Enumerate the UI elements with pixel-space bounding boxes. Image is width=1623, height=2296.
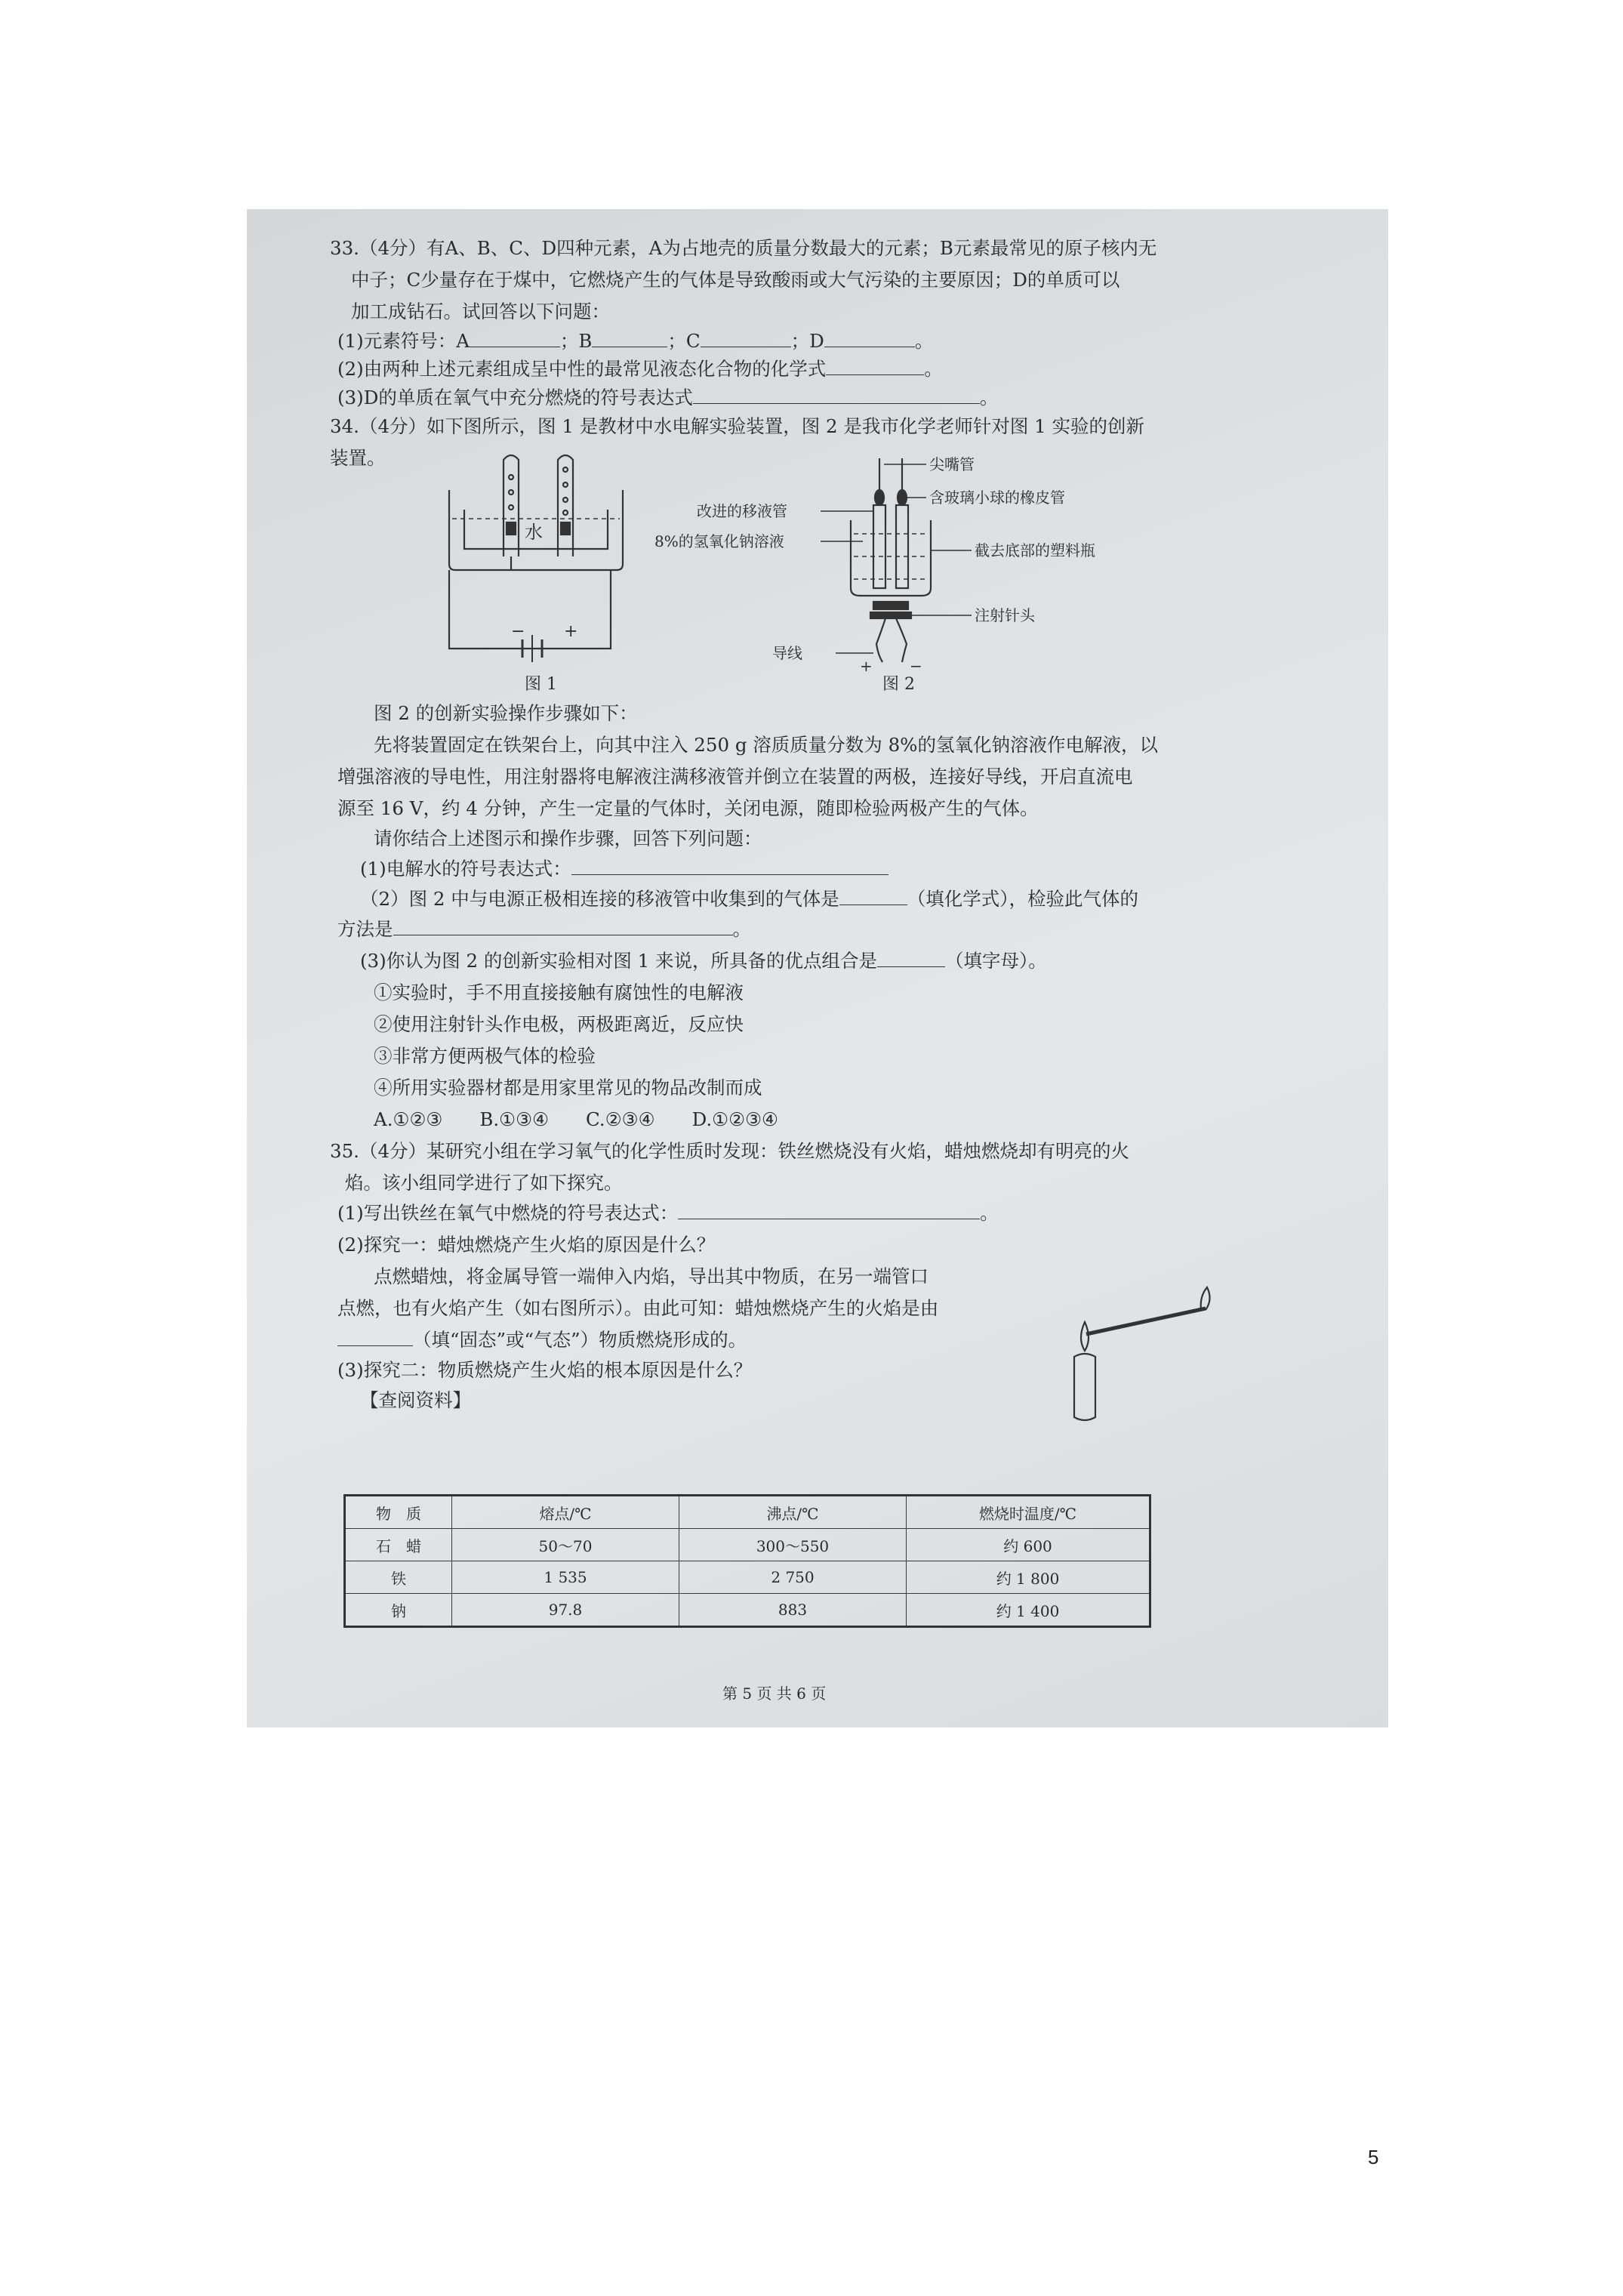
option-4: ④所用实验器材都是用家里常见的物品改制而成 bbox=[374, 1077, 762, 1099]
page-number: 5 bbox=[1368, 2146, 1379, 2168]
table-cell: 883 bbox=[679, 1594, 907, 1627]
reference-heading: 【查阅资料】 bbox=[360, 1389, 471, 1411]
q33-d-label: ；D bbox=[790, 330, 824, 352]
table-cell: 2 750 bbox=[679, 1561, 907, 1594]
q34-steps-title: 图 2 的创新实验操作步骤如下： bbox=[374, 702, 638, 724]
q35-part3: (3)探究二：物质燃烧产生火焰的根本原因是什么？ bbox=[337, 1359, 753, 1381]
q34-steps-line2: 增强溶液的导电性，用注射器将电解液注满移液管并倒立在装置的两极，连接好导线，开启直流电 bbox=[337, 766, 1133, 787]
label-wire: 导线 bbox=[772, 644, 802, 662]
label-nozzle-tube: 尖嘴管 bbox=[929, 455, 975, 473]
table-row bbox=[345, 1529, 1150, 1561]
q35-line1: 35.（4分）某研究小组在学习氧气的化学性质时发现：铁丝燃烧没有火焰，蜡烛燃烧却有明亮的火 bbox=[330, 1140, 1130, 1162]
header-burning-temp: 燃烧时温度/℃ bbox=[907, 1496, 1150, 1529]
q34-line1: 34.（4分）如下图所示，图 1 是教材中水电解实验装置，图 2 是我市化学老师针对图 1 实验的创新 bbox=[330, 415, 1145, 437]
q33-line2: 中子；C少量存在于煤中，它燃烧产生的气体是导致酸雨或大气污染的主要原因；D的单质可以 bbox=[351, 269, 1120, 291]
label-rubber-bulb: 含玻璃小球的橡皮管 bbox=[929, 488, 1065, 507]
table-cell: 约 600 bbox=[907, 1529, 1150, 1561]
q33-part2-text: (2)由两种上述元素组成呈中性的最常见液态化合物的化学式 bbox=[337, 358, 827, 380]
q35-line2: 焰。该小组同学进行了如下探究。 bbox=[345, 1172, 623, 1194]
table-row bbox=[345, 1594, 1150, 1627]
water-label: 水 bbox=[525, 522, 543, 543]
table-cell: 50～70 bbox=[452, 1529, 679, 1561]
page-footer: 第 5 页 共 6 页 bbox=[722, 1684, 827, 1703]
choices-line: A.①②③ B.①③④ C.②③④ D.①②③④ bbox=[374, 1108, 779, 1130]
period: 。 bbox=[914, 330, 934, 352]
fig2-plus-sign: + bbox=[860, 657, 873, 675]
q34-part3-text-b: （填字母）。 bbox=[945, 950, 1047, 972]
q34-part2-text-b: （填化学式），检验此气体的 bbox=[907, 888, 1138, 910]
q34-part3-text: (3)你认为图 2 的创新实验相对图 1 来说，所具备的优点组合是 bbox=[360, 950, 878, 972]
q34-steps-line1: 先将装置固定在铁架台上，向其中注入 250 g 溶质质量分数为 8%的氢氧化钠溶液作电解液，以 bbox=[374, 734, 1158, 756]
label-pipette: 改进的移液管 bbox=[697, 502, 787, 520]
q33-part1-label: (1)元素符号：A bbox=[337, 330, 470, 352]
fig1-plus-sign: + bbox=[564, 622, 578, 641]
q34-part2-method: 方法是 bbox=[337, 918, 393, 940]
q35-part2-line1: 点燃蜡烛，将金属导管一端伸入内焰，导出其中物质，在另一端管口 bbox=[374, 1265, 929, 1287]
q35-part2-text: （填“固态”或“气态”）物质燃烧形成的。 bbox=[413, 1329, 747, 1351]
figure1-caption: 图 1 bbox=[525, 675, 557, 694]
option-2: ②使用注射针头作电极，两极距离近，反应快 bbox=[374, 1013, 744, 1035]
fig1-minus-sign: − bbox=[511, 622, 525, 641]
header-substance: 物 质 bbox=[345, 1496, 452, 1529]
table-cell: 石 蜡 bbox=[345, 1529, 452, 1561]
table-cell: 300～550 bbox=[679, 1529, 907, 1561]
period: 。 bbox=[979, 387, 999, 408]
option-1: ①实验时，手不用直接接触有腐蚀性的电解液 bbox=[374, 982, 744, 1003]
table-cell: 铁 bbox=[345, 1561, 452, 1594]
period: 。 bbox=[732, 918, 751, 940]
fig2-minus-sign: − bbox=[910, 657, 922, 675]
label-syringe-needle: 注射针头 bbox=[975, 606, 1035, 624]
q33-c-label: ；C bbox=[667, 330, 701, 352]
q33-line3: 加工成钻石。试回答以下问题： bbox=[351, 300, 610, 322]
melting-boiling-table bbox=[343, 1494, 1151, 1628]
scanned-exam-page bbox=[247, 209, 1388, 1727]
q34-steps-line3: 源至 16 V，约 4 分钟，产生一定量的气体时，关闭电源，随即检验两极产生的气体。 bbox=[337, 797, 1039, 819]
option-3: ③非常方便两极气体的检验 bbox=[374, 1045, 596, 1067]
period: 。 bbox=[980, 1202, 999, 1224]
label-plastic-bottle: 截去底部的塑料瓶 bbox=[975, 541, 1095, 559]
q34-line2: 装置。 bbox=[330, 447, 386, 469]
table-cell: 约 1 400 bbox=[907, 1594, 1150, 1627]
q33-b-label: ；B bbox=[559, 330, 593, 352]
table-cell: 97.8 bbox=[452, 1594, 679, 1627]
table-header-row bbox=[345, 1496, 1150, 1529]
table-cell: 1 535 bbox=[452, 1561, 679, 1594]
q34-part1-text: (1)电解水的符号表达式： bbox=[360, 858, 571, 880]
q35-part2-line2: 点燃，也有火焰产生（如右图所示）。由此可知：蜡烛燃烧产生的火焰是由 bbox=[337, 1297, 939, 1319]
header-boiling-point: 沸点/℃ bbox=[679, 1496, 907, 1529]
q35-part2: (2)探究一：蜡烛燃烧产生火焰的原因是什么？ bbox=[337, 1234, 716, 1256]
table-cell: 钠 bbox=[345, 1594, 452, 1627]
q33-line1: 33.（4分）有A、B、C、D四种元素，A为占地壳的质量分数最大的元素；B元素最常见的原子核内无 bbox=[330, 237, 1157, 259]
table-row bbox=[345, 1561, 1150, 1594]
q35-part1-text: (1)写出铁丝在氧气中燃烧的符号表达式： bbox=[337, 1202, 679, 1224]
label-naoh-solution: 8%的氢氧化钠溶液 bbox=[654, 532, 784, 550]
figure2-caption: 图 2 bbox=[882, 675, 915, 694]
table-cell: 约 1 800 bbox=[907, 1561, 1150, 1594]
q34-ask: 请你结合上述图示和操作步骤，回答下列问题： bbox=[374, 827, 762, 849]
period: 。 bbox=[924, 358, 943, 380]
header-melting-point: 熔点/℃ bbox=[452, 1496, 679, 1529]
q34-part2-text: （2）图 2 中与电源正极相连接的移液管中收集到的气体是 bbox=[360, 888, 839, 910]
q33-part3-text: (3)D的单质在氧气中充分燃烧的符号表达式 bbox=[337, 387, 693, 408]
